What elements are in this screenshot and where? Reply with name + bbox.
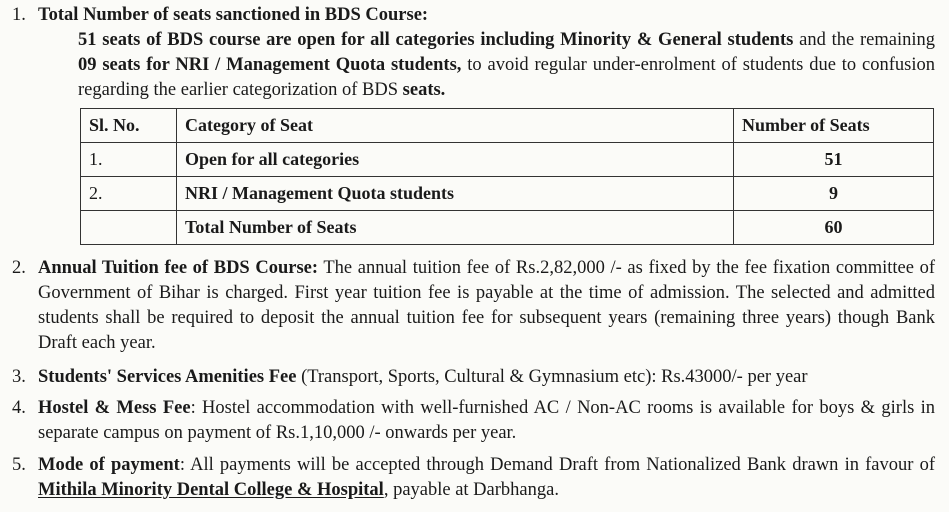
section-text: : Hostel accommodation with well-furnished AC / Non-AC rooms is available for boys & girls in separate campus on payment of Rs.1,10,000 /- onwards per year. <box>38 398 936 443</box>
section-text: (Transport, Sports, Cultural & Gymnasium etc): Rs.43000/- per year <box>296 367 808 387</box>
text: and the remaining <box>793 30 935 50</box>
section-2 <box>12 256 935 356</box>
section-heading: Students' Services Amenities Fee <box>38 367 297 387</box>
section-1 <box>12 3 935 103</box>
section-number: 5. <box>12 455 26 475</box>
section-number: 3. <box>12 367 26 387</box>
section-4 <box>12 396 935 446</box>
section-text: The annual tuition fee of Rs.2,82,000 /- as fixed by the fee fixation committee of Government of Bihar is charged. First year tuition fee is payable at the time of admission. The selected and admitted students shall be required to deposit the annual tuition fee for subsequent years (remaining three years) though Bank Draft each year. <box>38 258 935 353</box>
bold-text: seats. <box>402 80 446 100</box>
text: to avoid regular under-enrolment of students due to confusion regarding the earlier categorization of BDS <box>78 55 935 100</box>
table-row <box>81 177 934 211</box>
table-cell: 2. <box>81 177 177 211</box>
section-3 <box>12 365 935 390</box>
table-cell: 60 <box>734 211 934 245</box>
table-row <box>81 143 934 177</box>
section-text: : All payments will be accepted through Demand Draft from Nationalized Bank drawn in favour of <box>179 455 936 475</box>
table-cell <box>81 211 177 245</box>
column-header: Number of Seats <box>734 109 934 143</box>
section-heading: Annual Tuition fee of BDS Course: <box>38 258 319 278</box>
section-number: 1. <box>12 5 26 25</box>
college-name: Mithila Minority Dental College & Hospital <box>38 480 384 500</box>
table-row <box>81 211 934 245</box>
seats-table <box>80 108 934 245</box>
bold-text: 09 seats for NRI / Management Quota students, <box>78 55 462 75</box>
section-text: , payable at Darbhanga. <box>383 480 559 500</box>
section-number: 2. <box>12 258 26 278</box>
table-cell: 51 <box>734 143 934 177</box>
table-cell: 9 <box>734 177 934 211</box>
column-header: Category of Seat <box>177 109 734 143</box>
table-header-row <box>81 109 934 143</box>
section-5 <box>12 453 935 503</box>
table-cell: NRI / Management Quota students <box>177 177 734 211</box>
section-1-paragraph <box>78 28 935 103</box>
section-number: 4. <box>12 398 26 418</box>
section-heading: Hostel & Mess Fee <box>38 398 191 418</box>
section-heading: Mode of payment <box>38 455 180 475</box>
table-cell: Open for all categories <box>177 143 734 177</box>
column-header: Sl. No. <box>81 109 177 143</box>
table-cell: 1. <box>81 143 177 177</box>
table-cell: Total Number of Seats <box>177 211 734 245</box>
bold-text: 51 seats of BDS course are open for all categories including Minority & General students <box>78 30 794 50</box>
section-heading: Total Number of seats sanctioned in BDS Course: <box>38 5 429 25</box>
